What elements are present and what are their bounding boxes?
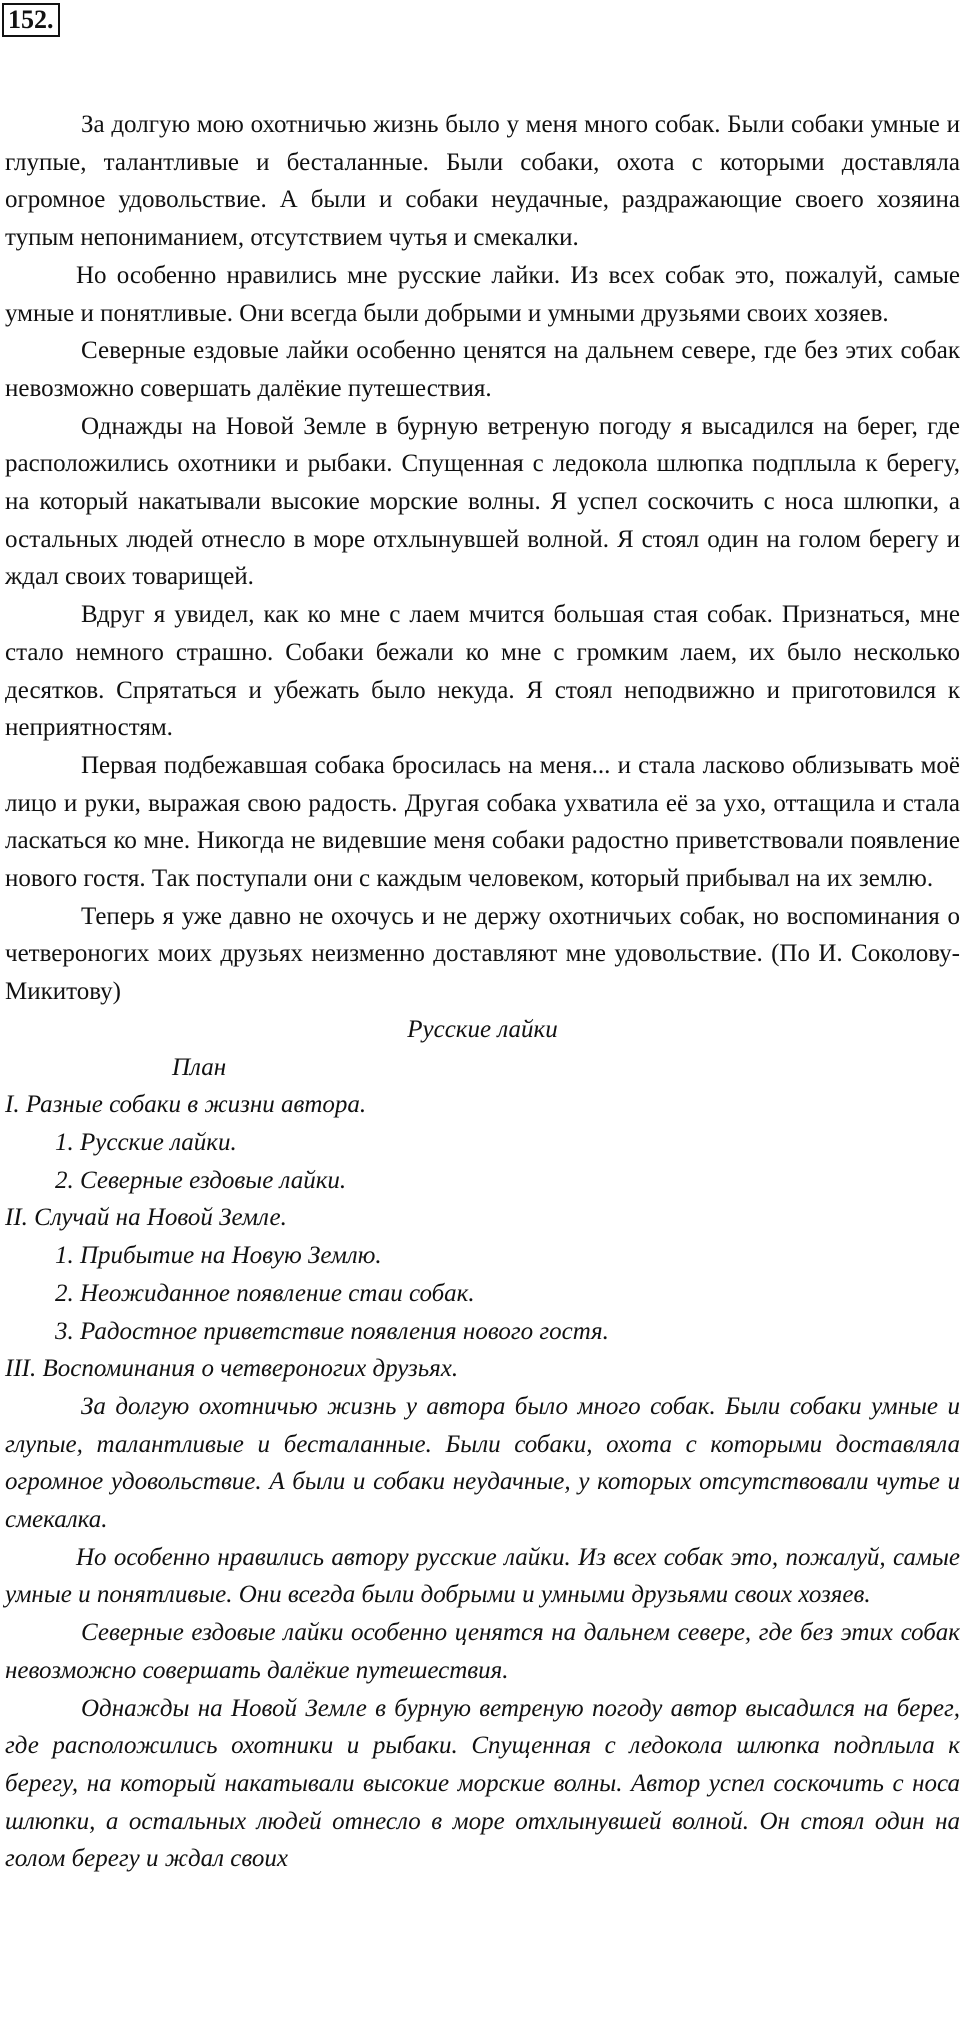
text-paragraph-3: Северные ездовые лайки особенно ценятся на дальнем севере, где без этих собак невозможно совершать далёкие путешествия.	[5, 337, 960, 402]
summary-text	[5, 1388, 960, 1878]
text-paragraph-1: За долгую мою охотничью жизнь было у меня много собак. Были собаки умные и глупые, талантливые и бесталанные. Были собаки, охота с которыми доставляла огромное удовольствие. А были и собаки неудачные, раздражающие своего хозяина тупым непониманием, отсутствием чутья и смекалки.	[5, 111, 960, 252]
summary-paragraph-2: Но особенно нравились автору русские лайки. Из всех собак это, пожалуй, самые умные и понятливые. Они всегда были добрыми и умными друзьями своих хозяев.	[5, 1543, 960, 1609]
text-block	[5, 106, 960, 1878]
plan-item: II. Случай на Новой Земле.	[5, 1204, 287, 1232]
plan-heading: План	[172, 1053, 227, 1081]
text-paragraph-4: Однажды на Новой Земле в бурную ветреную погоду я высадился на берег, где расположились охотники и рыбаки. Спущенная с ледокола шлюпка подплыла к берегу, на который накатывали высокие морские волны. Я успел соскочить с носа шлюпки, а остальных людей отнесло в море отхлынувшей волной. Я стоял один на голом берегу и ждал своих товарищей.	[5, 412, 960, 591]
text-title: Русские лайки	[407, 1015, 558, 1043]
text-paragraph-5: Вдруг я увидел, как ко мне с лаем мчится большая стая собак. Признаться, мне стало немного страшно. Собаки бежали ко мне с громким лаем, их было несколько десятков. Спрятаться и убежать было некуда. Я стоял неподвижно и приготовился к неприятностям.	[5, 601, 960, 742]
plan-item: 1. Прибытие на Новую Землю.	[55, 1242, 382, 1270]
summary-paragraph-4: Однажды на Новой Земле в бурную ветреную погоду автор высадился на берег, где расположились охотники и рыбаки. Спущенная с ледокола шлюпка подплыла к берегу, на который накатывали высокие морские волны. Автор успел соскочить с носа шлюпки, а остальных людей отнесло в море отхлынувшей волной. Он стоял один на голом берегу и ждал своих	[5, 1694, 960, 1873]
plan-item: 2. Неожиданное появление стаи собак.	[55, 1279, 475, 1307]
plan-item: 2. Северные ездовые лайки.	[55, 1166, 347, 1194]
plan-item: III. Воспоминания о четвероногих друзьях.	[5, 1355, 459, 1383]
plan-item: 1. Русские лайки.	[55, 1128, 237, 1156]
plan-item: 3. Радостное приветствие появления нового гостя.	[55, 1317, 609, 1345]
text-paragraph-7: Теперь я уже давно не охочусь и не держу охотничьих собак, но воспоминания о четвероногих моих друзьях неизменно доставляют мне удовольствие. (По И. Соколову-Микитову)	[5, 902, 960, 1006]
exercise-number: 152.	[2, 3, 60, 37]
plan-item: I. Разные собаки в жизни автора.	[5, 1091, 367, 1119]
summary-paragraph-1: За долгую охотничью жизнь у автора было много собак. Были собаки умные и глупые, талантливые и бесталанные. Были собаки, охота с которыми доставляла огромное удовольствие. А были и собаки неудачные, у которых отсутствовали чутье и смекалка.	[5, 1392, 960, 1534]
text-paragraph-2: Но особенно нравились мне русские лайки. Из всех собак это, пожалуй, самые умные и понятливые. Они всегда были добрыми и умными друзьями своих хозяев.	[5, 261, 960, 327]
source-text	[5, 106, 960, 1011]
text-paragraph-6: Первая подбежавшая собака бросилась на меня... и стала ласково облизывать моё лицо и руки, выражая свою радость. Другая собака ухватила её за ухо, оттащила и стала ласкаться ко мне. Никогда не видевшие меня собаки радостно приветствовали появление нового гостя. Так поступали они с каждым человеком, который прибывал на их землю.	[5, 751, 960, 893]
plan	[5, 1049, 960, 1388]
summary-paragraph-3: Северные ездовые лайки особенно ценятся на дальнем севере, где без этих собак невозможно совершать далёкие путешествия.	[5, 1619, 960, 1684]
